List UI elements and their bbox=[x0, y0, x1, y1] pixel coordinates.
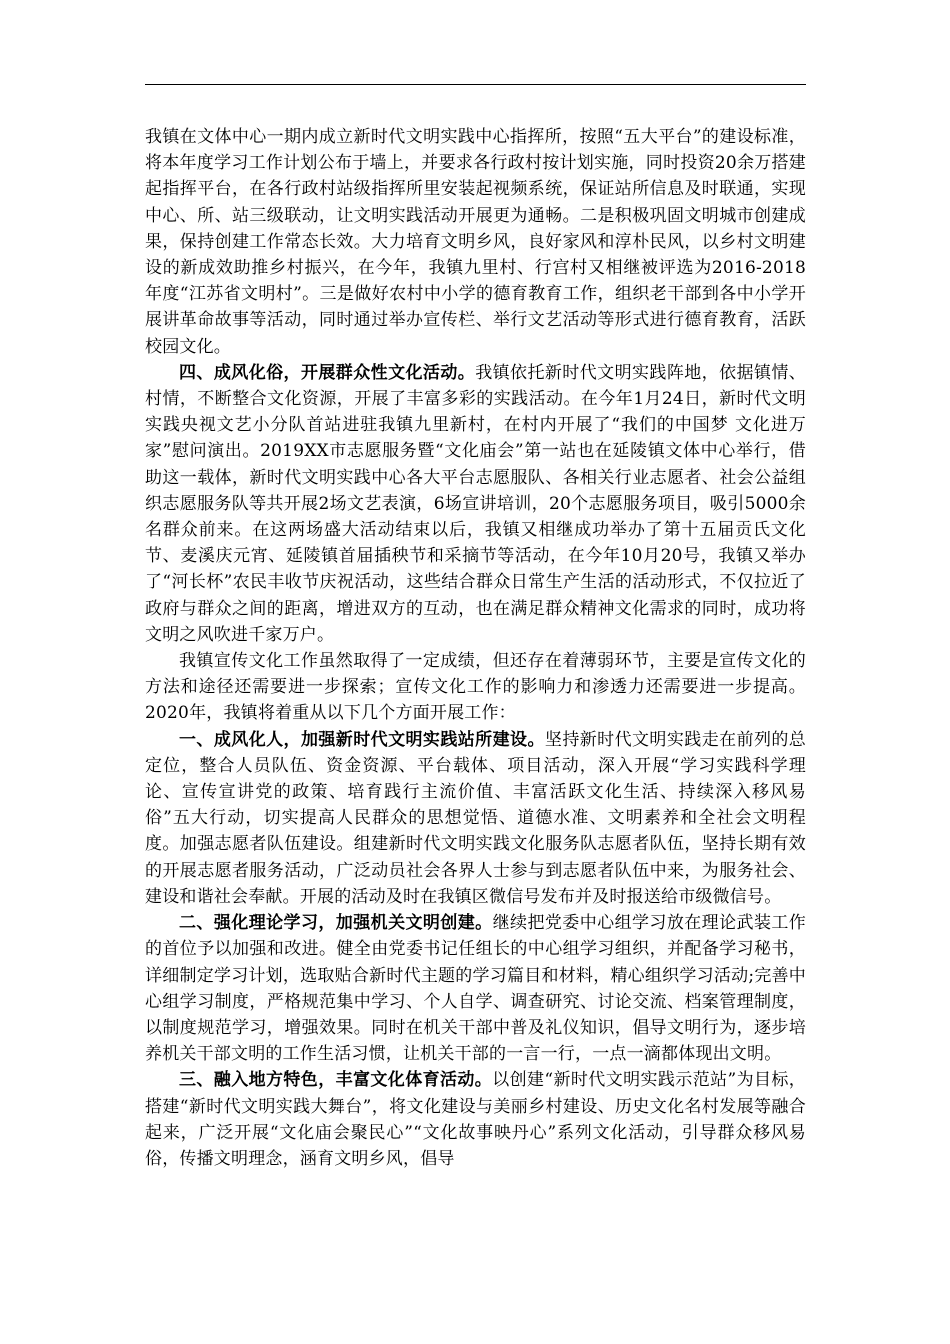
paragraph-plan-three bbox=[145, 1067, 806, 1172]
paragraph-summary bbox=[145, 648, 806, 727]
section-heading: 四、成风化俗，开展群众性文化活动。 bbox=[179, 362, 476, 383]
section-heading: 一、成风化人，加强新时代文明实践站所建设。 bbox=[179, 729, 545, 750]
paragraph-text: 以创建“新时代文明实践示范站”为目标，搭建“新时代文明实践大舞台”，将文化建设与美丽乡村建设、历史文化名村发展等融合起来，广泛开展“文化庙会聚民心”“文化故事映丹心”系列文化活动，引导群众移风易俗，传播文明理念，涵育文明乡风，倡导 bbox=[145, 1070, 806, 1169]
paragraph-text: 我镇宣传文化工作虽然取得了一定成绩，但还存在着薄弱环节，主要是宣传文化的方法和途径还需要进一步探索；宣传文化工作的影响力和渗透力还需要进一步提高。2020年，我镇将着重从以下几个方面开展工作： bbox=[145, 651, 806, 724]
header-rule bbox=[145, 84, 806, 85]
paragraph-text: 我镇在文体中心一期内成立新时代文明实践中心指挥所，按照“五大平台”的建设标准，将本年度学习工作计划公布于墙上，并要求各行政村按计划实施，同时投资20余万搭建起指挥平台，在各行政村站级指挥所里安装起视频系统，保证站所信息及时联通，实现中心、所、站三级联动，让文明实践活动开展更为通畅。二是积极巩固文明城市创建成果，保持创建工作常态长效。大力培育文明乡风，良好家风和淳朴民风，以乡村文明建设的新成效助推乡村振兴，在今年，我镇九里村、行宫村又相继被评选为2016-2018年度“江苏省文明村”。三是做好农村中小学的德育教育工作，组织老干部到各中小学开展讲革命故事等活动，同时通过举办宣传栏、举行文艺活动等形式进行德育教育，活跃校园文化。 bbox=[145, 127, 806, 357]
paragraph-text: 坚持新时代文明实践走在前列的总定位，整合人员队伍、资金资源、平台载体、项目活动，深入开展“学习实践科学理论、宣传宣讲党的政策、培育践行主流价值、丰富活跃文化生活、持续深入移风易俗”五大行动，切实提高人民群众的思想觉悟、道德水准、文明素养和全社会文明程度。加强志愿者队伍建设。组建新时代文明实践文化服务队志愿者队伍，坚持长期有效的开展志愿者服务活动，广泛动员社会各界人士参与到志愿者队伍中来，为服务社会、建设和谐社会奉献。开展的活动及时在我镇区微信号发布并及时报送给市级微信号。 bbox=[145, 729, 807, 907]
section-heading: 二、强化理论学习，加强机关文明创建。 bbox=[179, 913, 493, 934]
section-heading: 三、融入地方特色，丰富文化体育活动。 bbox=[179, 1070, 493, 1091]
paragraph-text: 我镇依托新时代文明实践阵地，依据镇情、村情，不断整合文化资源，开展了丰富多彩的实践活动。在今年1月24日，新时代文明实践央视文艺小分队首站进驻我镇九里新村，在村内开展了“我们的中国梦 文化进万家”慰问演出。2019XX市志愿服务暨“文化庙会”第一站也在延陵镇文体中心举行，借助这一载体，新时代文明实践中心各大平台志愿服队、各相关行业志愿者、社会公益组织志愿服务队等共开展2场文艺表演，6场宣讲培训，20个志愿服务项目，吸引5000余名群众前来。在这两场盛大活动结束以后，我镇又相继成功举办了第十五届贡氏文化节、麦溪庆元宵、延陵镇首届插秧节和采摘节等活动，在今年10月20号，我镇又举办了“河长杯”农民丰收节庆祝活动，这些结合群众日常生产生活的活动形式，不仅拉近了政府与群众之间的距离，增进双方的互动，也在满足群众精神文化需求的同时，成功将文明之风吹进千家万户。 bbox=[145, 362, 806, 645]
paragraph-plan-one bbox=[145, 727, 806, 910]
paragraph-plan-two bbox=[145, 910, 806, 1067]
paragraph-continuation bbox=[145, 124, 806, 360]
document-body bbox=[145, 124, 806, 1172]
paragraph-text: 继续把党委中心组学习放在理论武装工作的首位予以加强和改进。健全由党委书记任组长的中心组学习组织，并配备学习秘书，详细制定学习计划，选取贴合新时代主题的学习篇目和材料，精心组织学习活动;完善中心组学习制度，严格规范集中学习、个人自学、调查研究、讨论交流、档案管理制度，以制度规范学习，增强效果。同时在机关干部中普及礼仪知识，倡导文明行为，逐步培养机关干部文明的工作生活习惯，让机关干部的一言一行，一点一滴都体现出文明。 bbox=[145, 913, 806, 1065]
paragraph-section-four bbox=[145, 360, 806, 648]
